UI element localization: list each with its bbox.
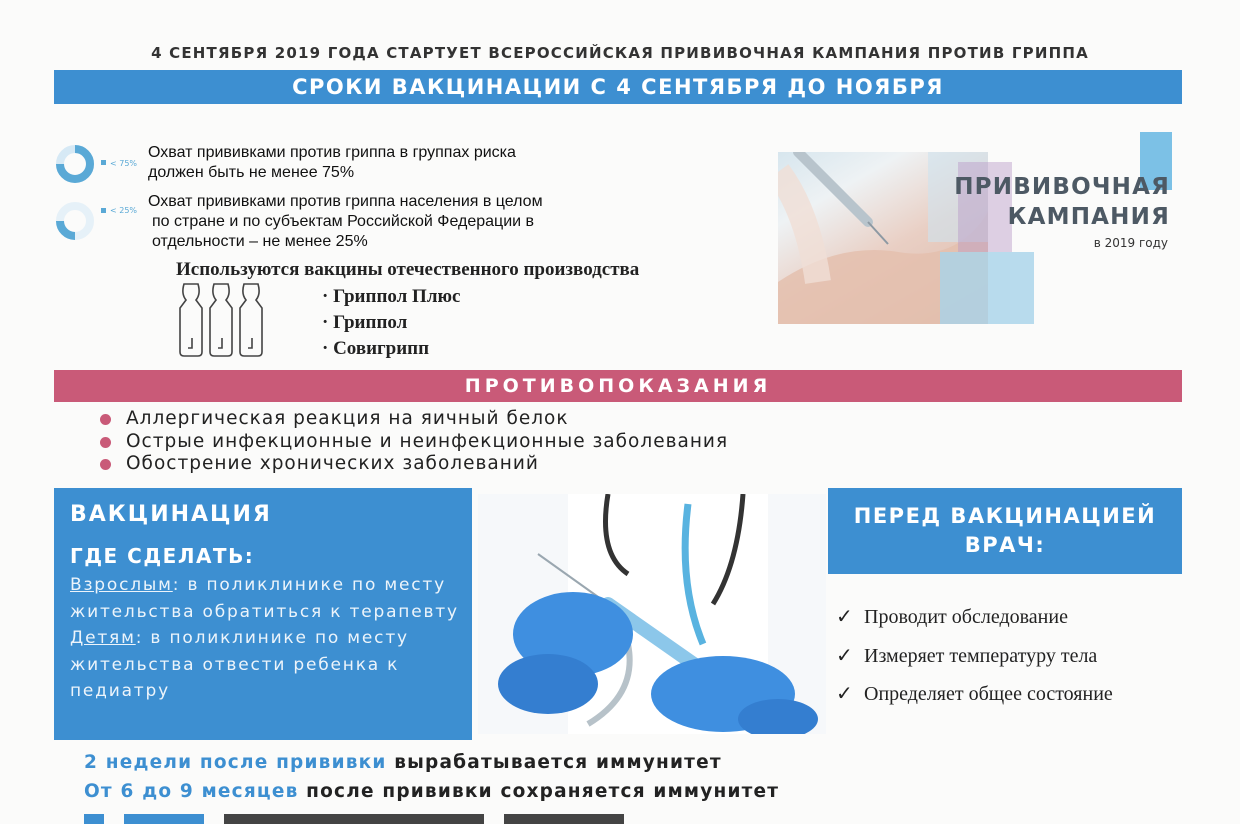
children-label: Детям (70, 628, 136, 648)
check-icon: ✓ (836, 644, 853, 667)
cut-off-text-line (84, 808, 984, 824)
doctor-photo (478, 494, 826, 734)
legend-square-icon (101, 160, 106, 165)
list-item: ✓ Определяет общее состояние (836, 675, 1113, 714)
legend-square-icon (101, 208, 106, 213)
coverage-25-donut-icon (54, 200, 96, 242)
coverage-risk-groups-text: Охват прививками против гриппа в группах риска должен быть не менее 75% (148, 144, 516, 181)
list-item: · Совигрипп (322, 338, 430, 359)
campaign-start-heading: 4 СЕНТЯБРЯ 2019 ГОДА СТАРТУЕТ ВСЕРОССИЙСКАЯ ПРИВИВОЧНАЯ КАМПАНИЯ ПРОТИВ ГРИППА (151, 44, 1089, 62)
campaign-graphic (778, 132, 1178, 328)
list-item: ✓ Измеряет температуру тела (836, 637, 1113, 676)
coverage-75-donut-icon (54, 143, 96, 185)
list-item: ✓ Проводит обследование (836, 598, 1113, 637)
list-item: · Гриппол (322, 312, 408, 333)
campaign-year: в 2019 году (1093, 236, 1168, 250)
bullet-icon (100, 414, 111, 425)
list-item: Обострение хронических заболеваний (96, 453, 728, 476)
before-vaccination-box: ПЕРЕД ВАКЦИНАЦИЕЙ ВРАЧ: (828, 488, 1182, 574)
check-icon: ✓ (836, 683, 853, 705)
doctor-gloves-syringe-illustration (478, 494, 826, 734)
bullet-icon (100, 459, 111, 470)
where-text: Взрослым: в поликлинике по месту жительства обратиться к терапевту Детям: в поликлинике по месту жительства отвести ребенка к педиатру (70, 575, 459, 701)
decor-square (940, 252, 1034, 324)
ampoules-icon (176, 282, 268, 358)
list-item: · Гриппол Плюс (322, 286, 461, 307)
coverage-75-label: < 75% (110, 159, 138, 168)
immunity-line-1: 2 недели после прививки вырабатывается иммунитет (84, 752, 722, 773)
campaign-title: ПРИВИВОЧНАЯ КАМПАНИЯ (954, 174, 1170, 230)
vaccination-title: ВАКЦИНАЦИЯ (70, 502, 272, 527)
doctor-actions-list (836, 598, 1113, 714)
immunity-line-2: От 6 до 9 месяцев после прививки сохраняется иммунитет (84, 781, 780, 802)
adults-label: Взрослым (70, 575, 173, 595)
coverage-population-text: Охват прививками против гриппа населения в целом по стране и по субъектам Российской Федерации в отдельности – не менее 25% (148, 193, 543, 250)
vaccines-list (322, 284, 460, 362)
check-icon: ✓ (836, 606, 853, 628)
coverage-25-label: < 25% (110, 206, 138, 215)
list-item: Аллергическая реакция на яичный белок (96, 408, 728, 431)
vaccines-heading: Используются вакцины отечественного производства (176, 259, 640, 280)
contraindications-banner: ПРОТИВОПОКАЗАНИЯ (54, 370, 1182, 402)
bullet-icon (100, 437, 111, 448)
where-title: ГДЕ СДЕЛАТЬ: (70, 544, 255, 568)
list-item: Острые инфекционные и неинфекционные заболевания (96, 431, 728, 454)
contraindications-list (96, 408, 728, 476)
vaccination-box (54, 488, 472, 740)
vaccination-period-banner: СРОКИ ВАКЦИНАЦИИ С 4 СЕНТЯБРЯ ДО НОЯБРЯ (54, 70, 1182, 104)
